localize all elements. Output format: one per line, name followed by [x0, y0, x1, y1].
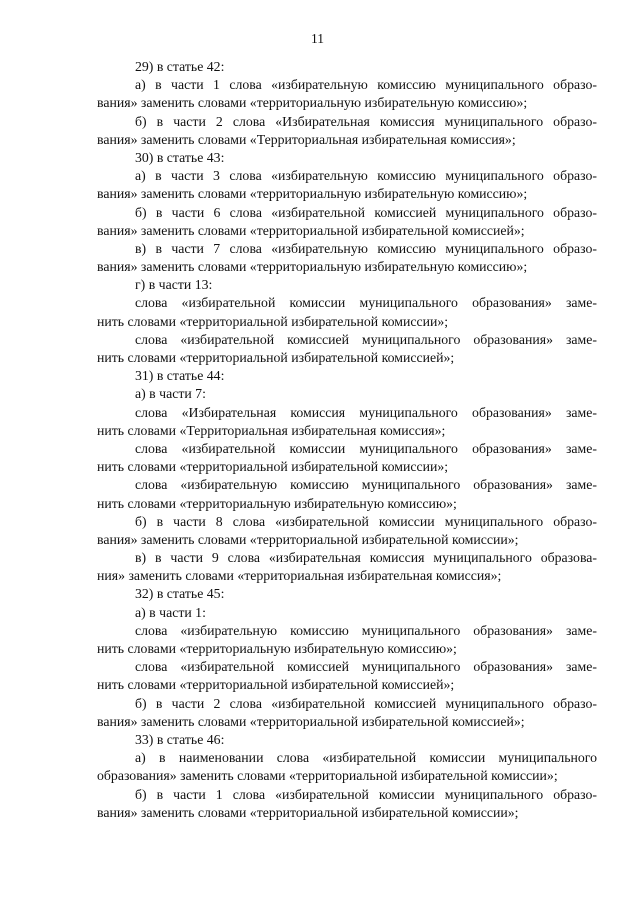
text-line: б) в части 2 слова «Избирательная комиссия муниципального образо- [135, 113, 597, 129]
text-line: нить словами «территориальную избирательную комиссию»; [97, 641, 457, 656]
text-line: нить словами «территориальную избирательную комиссию»; [97, 495, 457, 511]
text-line: вания» заменить словами «территориальную избирательную комиссию»; [97, 186, 528, 202]
text-line: а) в наименовании слова «избирательной комиссии муниципального [135, 750, 597, 766]
text-line: нить словами «территориальной избирательной комиссией»; [97, 350, 455, 365]
document-body [97, 58, 597, 822]
text-line: образования» заменить словами «территориальной избирательной комиссии»; [97, 768, 558, 784]
text-line: слова «избирательную комиссию муниципального образования» заме- [135, 477, 597, 493]
text-line: вания» заменить словами «территориальной избирательной комиссии»; [97, 804, 519, 820]
text-line: вания» заменить словами «территориальной избирательной комиссии»; [97, 531, 519, 547]
text-line: а) в части 7: [135, 386, 206, 402]
text-line: вания» заменить словами «территориальную избирательную комиссию»; [97, 95, 528, 111]
text-line: слова «избирательной комиссии муниципального образования» заме- [135, 440, 597, 456]
text-line: а) в части 3 слова «избирательную комиссию муниципального образо- [135, 168, 597, 184]
text-line: нить словами «территориальной избирательной комиссии»; [97, 313, 449, 329]
text-line: 32) в статье 45: [135, 586, 225, 602]
text-line: а) в части 1: [135, 604, 206, 620]
text-line: 31) в статье 44: [135, 368, 225, 384]
text-line: вания» заменить словами «территориальной избирательной комиссией»; [97, 713, 525, 729]
text-line: в) в части 7 слова «избирательную комиссию муниципального образо- [135, 240, 597, 256]
text-line: б) в части 2 слова «избирательной комиссией муниципального образо- [135, 695, 597, 711]
text-line: вания» заменить словами «Территориальная избирательная комиссия»; [97, 131, 516, 147]
text-line: ния» заменить словами «территориальная избирательная комиссия»; [97, 568, 502, 584]
text-line: 29) в статье 42: [135, 59, 225, 74]
text-line: вания» заменить словами «территориальной избирательной комиссией»; [97, 222, 525, 238]
text-line: слова «Избирательная комиссия муниципального образования» заме- [135, 404, 597, 420]
text-line: нить словами «территориальной избирательной комиссией»; [97, 677, 455, 693]
text-line: 30) в статье 43: [135, 149, 225, 165]
text-line: г) в части 13: [135, 277, 213, 293]
text-line: вания» заменить словами «территориальную избирательную комиссию»; [97, 259, 528, 275]
text-line: слова «избирательной комиссией муниципального образования» заме- [135, 659, 597, 675]
text-line: слова «избирательной комиссией муниципального образования» заме- [135, 331, 597, 347]
text-line: а) в части 1 слова «избирательную комиссию муниципального образо- [135, 77, 597, 93]
text-line: 33) в статье 46: [135, 731, 225, 747]
text-line: нить словами «территориальной избирательной комиссии»; [97, 459, 449, 475]
text-line: б) в части 8 слова «избирательной комиссии муниципального образо- [135, 513, 597, 529]
page-number: 11 [311, 31, 324, 46]
text-line: б) в части 1 слова «избирательной комиссии муниципального образо- [135, 786, 597, 802]
text-line: б) в части 6 слова «избирательной комиссией муниципального образо- [135, 204, 597, 220]
text-line: в) в части 9 слова «избирательная комиссия муниципального образова- [135, 550, 597, 566]
text-line: слова «избирательной комиссии муниципального образования» заме- [135, 295, 597, 311]
text-line: слова «избирательную комиссию муниципального образования» заме- [135, 622, 597, 638]
text-line: нить словами «Территориальная избирательная комиссия»; [97, 422, 446, 438]
